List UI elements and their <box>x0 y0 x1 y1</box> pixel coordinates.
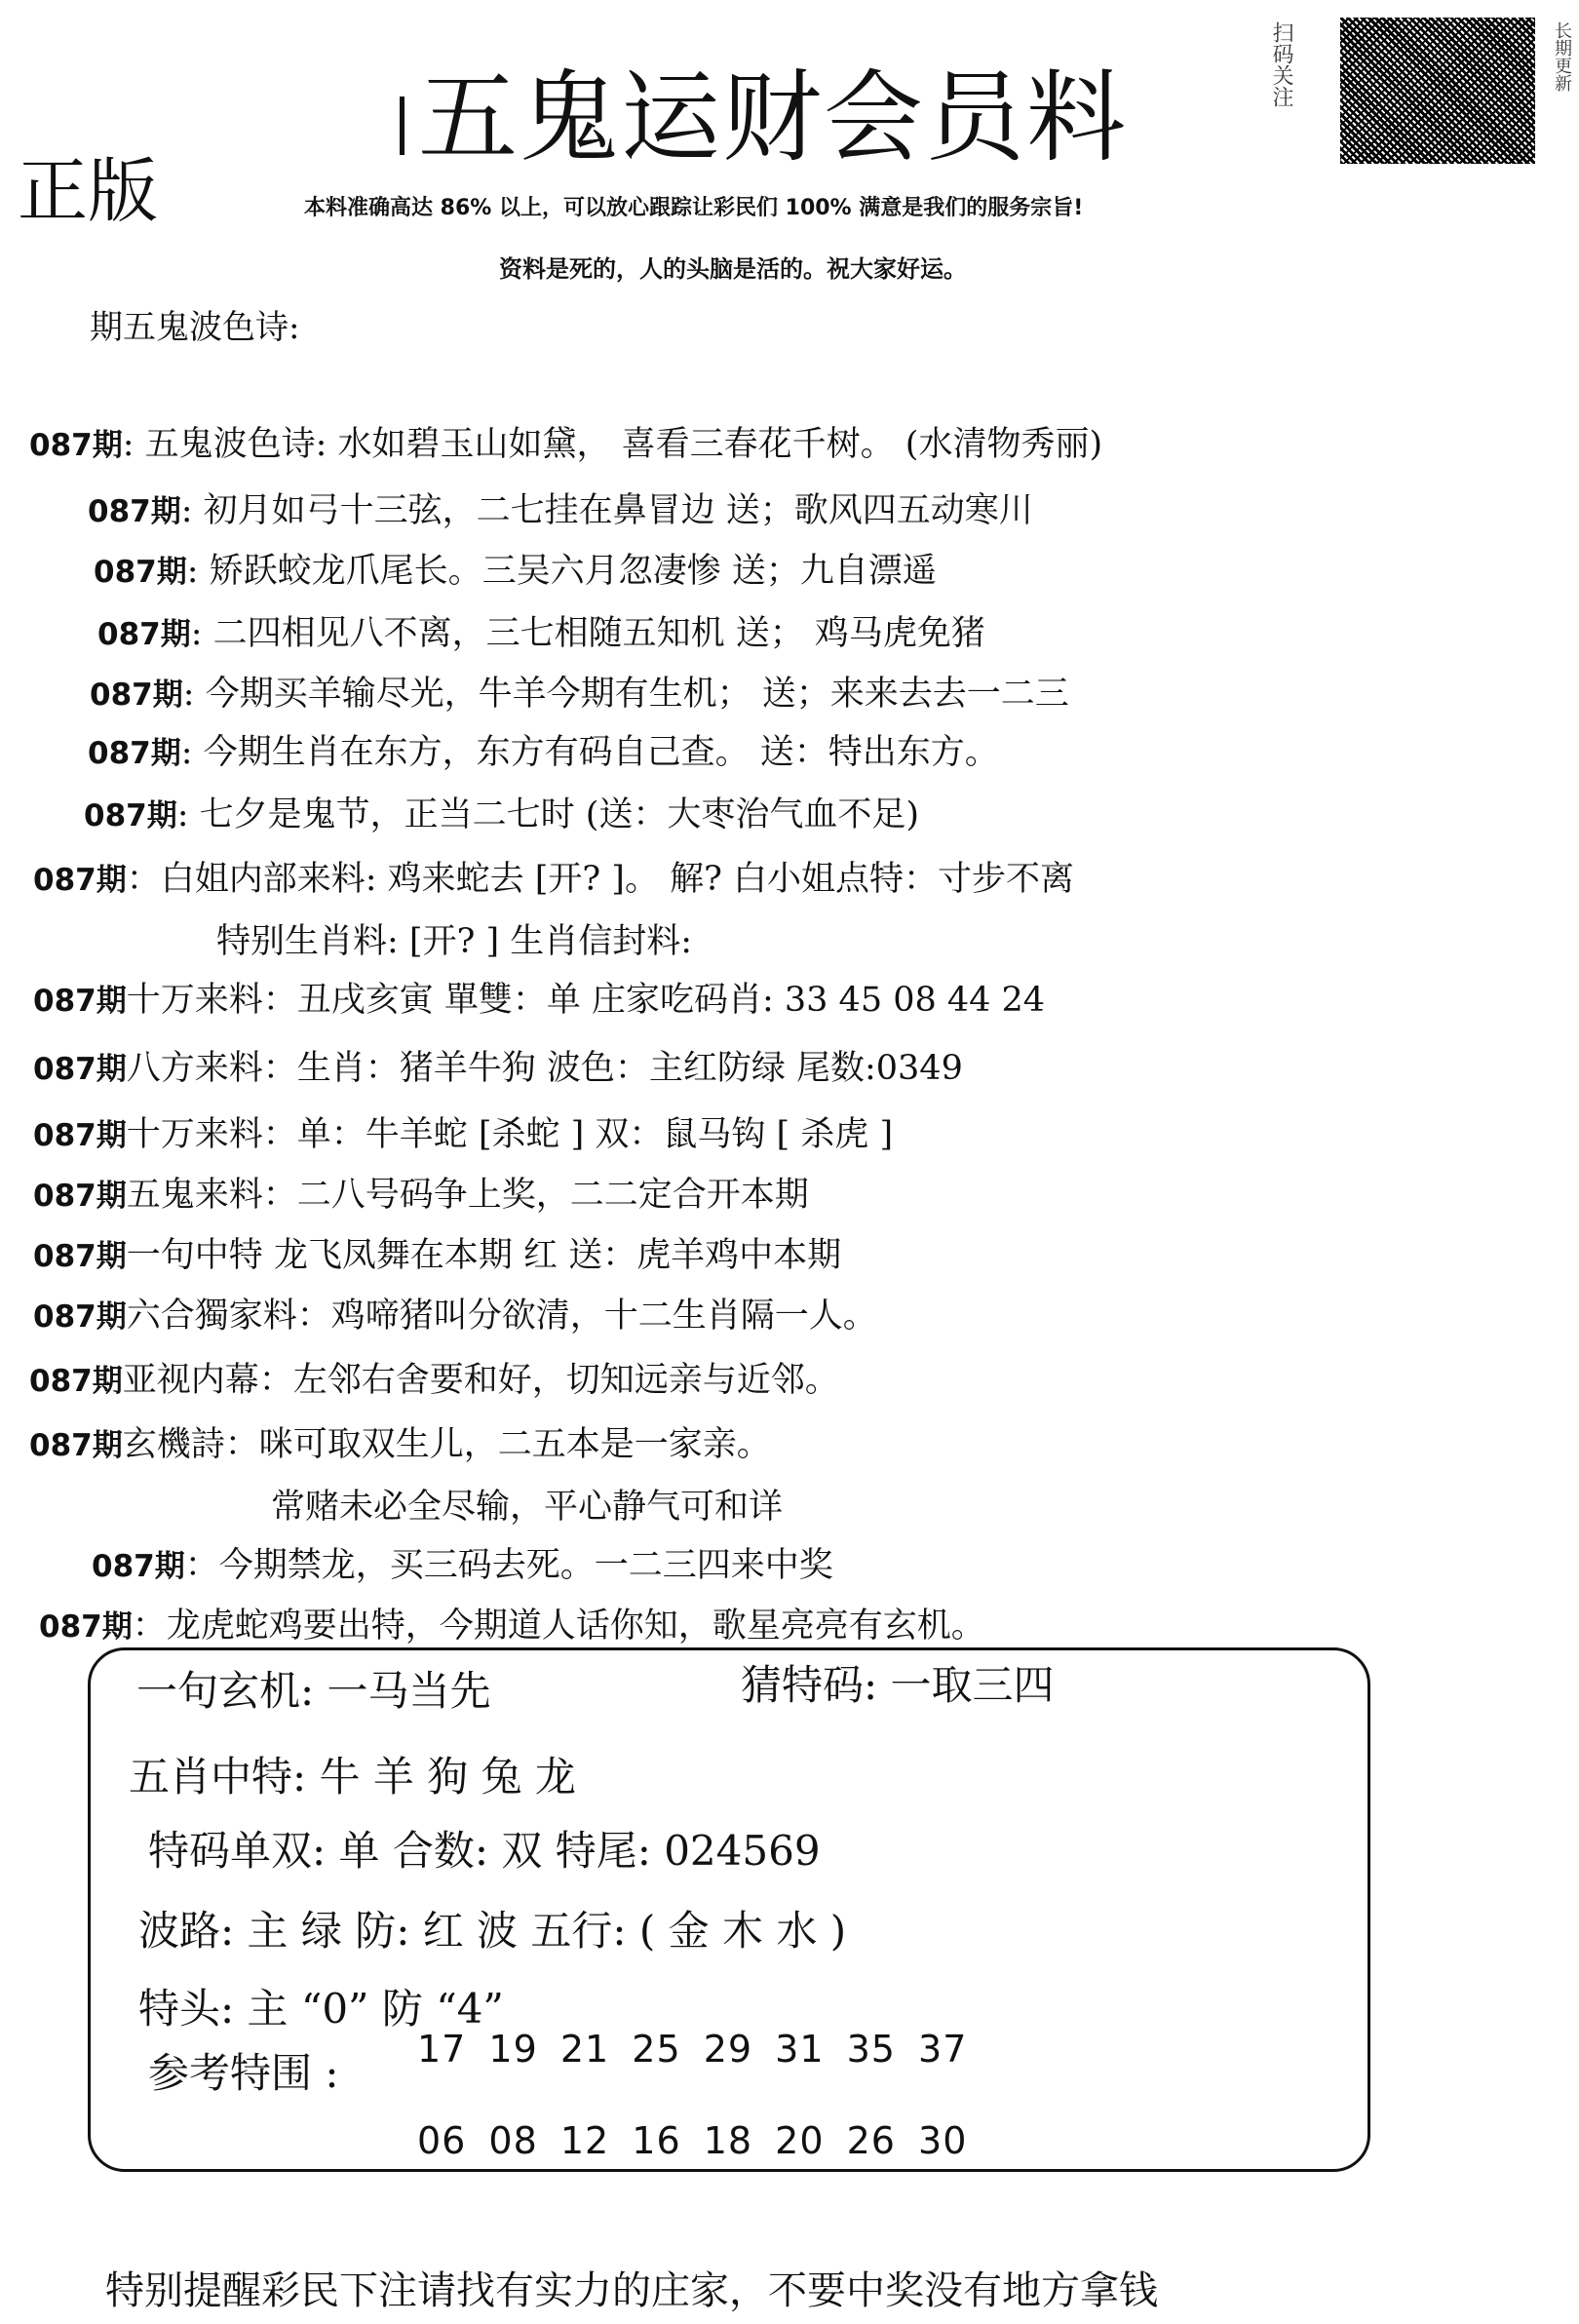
subtitle-goodluck: 资料是死的，人的头脑是活的。祝大家好运。 <box>499 255 967 283</box>
period-label: 087期 <box>33 863 127 898</box>
qr-side-text-right: 长期更新 <box>1552 21 1572 92</box>
period-label: 087期 <box>88 494 181 529</box>
line-text: 亚视内幕：左邻右舍要和好，切知远亲与近邻。 <box>122 1361 839 1400</box>
list-item <box>39 1599 985 1647</box>
line-text: 十万来料：丑戌亥寅 單雙：单 庄家吃码肖: 33 45 08 44 24 <box>126 981 1046 1020</box>
line-text: 常赌未必全尽输，平心静气可和详 <box>271 1488 784 1527</box>
line-text: 十万来料：单：牛羊蛇 [杀蛇 ] 双：鼠马钩 [ 杀虎 ] <box>126 1115 894 1154</box>
list-item <box>33 1107 893 1156</box>
xuanji-line: 一句玄机: 一马当先 <box>136 1667 491 1715</box>
bolu-line: 波路: 主 绿 防: 红 波 五行: ( 金 木 水 ) <box>138 1907 847 1955</box>
line-text: 玄機詩：咪可取双生儿，二五本是一家亲。 <box>122 1425 771 1464</box>
line-text: : 初月如弓十三弦，二七挂在鼻冒边 送；歌风四五动寒川 <box>180 491 1033 530</box>
list-item <box>33 1041 963 1090</box>
line-text: ：龙虎蛇鸡要出特，今期道人话你知，歌星亮亮有玄机。 <box>132 1607 985 1646</box>
line-text: 五鬼来料：二八号码争上奖，二二定合开本期 <box>126 1176 809 1215</box>
cankao-numbers-row1: 17 19 21 25 29 31 35 37 <box>417 2028 968 2071</box>
footer-notice: 特别提醒彩民下注请找有实力的庄家，不要中奖没有地方拿钱 <box>105 2268 1158 2313</box>
line-text: ：白姐内部来料: 鸡来蛇去 [开? ]。 解? 白小姐点特：寸步不离 <box>126 860 1074 899</box>
list-item <box>29 1353 839 1402</box>
poem-heading: 期五鬼波色诗: <box>90 308 300 347</box>
cankao-numbers-row2: 06 08 12 16 18 20 26 30 <box>417 2119 968 2162</box>
subtitle-accuracy: 本料准确高达 86% 以上，可以放心跟踪让彩民们 100% 满意是我们的服务宗旨! <box>304 196 1084 220</box>
list-item <box>33 973 1045 1022</box>
zhengban-label: 正版 <box>18 150 159 232</box>
caitema-line: 猜特码: 一取三四 <box>741 1661 1055 1709</box>
period-label: 087期 <box>39 1609 133 1645</box>
period-label: 087期 <box>29 1428 123 1463</box>
line-text: : 今期生肖在东方，东方有码自己查。 送：特出东方。 <box>180 733 999 772</box>
period-label: 087期 <box>33 1052 127 1087</box>
period-label: 087期 <box>29 428 123 463</box>
period-label: 087期 <box>33 1179 127 1214</box>
line-text: : 七夕是鬼节，正当二七时 (送：大枣治气血不足) <box>176 795 920 834</box>
line-text: : 今期买羊输尽光，牛羊今期有生机； 送；来来去去一二三 <box>182 675 1069 714</box>
qr-side-text-left: 扫码关注 <box>1269 21 1293 107</box>
list-item <box>216 914 692 963</box>
period-label: 087期 <box>33 1299 127 1335</box>
list-item <box>29 1417 771 1466</box>
line-text: : 矫跃蛟龙爪尾长。三吴六月忽凄惨 送；九自漂遥 <box>186 552 937 591</box>
period-label: 087期 <box>94 555 187 590</box>
danshuang-line: 特码单双: 单 合数: 双 特尾: 024569 <box>148 1827 821 1875</box>
list-item <box>84 788 919 836</box>
period-label: 087期 <box>84 798 177 833</box>
period-label: 087期 <box>29 1364 123 1399</box>
list-item <box>271 1480 783 1529</box>
line-text: 六合獨家料：鸡啼猪叫分欲清，十二生肖隔一人。 <box>126 1297 877 1336</box>
page-title-text: 五鬼运财会员料 <box>418 60 1128 176</box>
period-label: 087期 <box>33 984 127 1019</box>
period-label: 087期 <box>88 736 181 771</box>
list-item <box>33 852 1074 901</box>
list-item <box>33 1289 877 1337</box>
title-bar <box>400 97 404 155</box>
qr-code-image <box>1340 18 1535 164</box>
period-label: 087期 <box>97 617 191 652</box>
line-text: : 二四相见八不离，三七相随五知机 送； 鸡马虎免猪 <box>190 614 985 653</box>
period-label: 087期 <box>33 1239 127 1274</box>
line-text: 特别生肖料: [开? ] 生肖信封料: <box>216 922 693 961</box>
period-label: 087期 <box>92 1549 185 1584</box>
list-item <box>94 544 937 593</box>
line-text: : 五鬼波色诗: 水如碧玉山如黛， 喜看三春花千树。 (水清物秀丽) <box>122 425 1103 464</box>
page-title <box>400 39 1128 181</box>
list-item <box>97 606 985 655</box>
list-item <box>90 667 1069 716</box>
period-label: 087期 <box>33 1118 127 1153</box>
line-text: 一句中特 龙飞凤舞在本期 红 送：虎羊鸡中本期 <box>126 1236 842 1275</box>
period-label: 087期 <box>90 678 183 713</box>
list-item <box>92 1538 833 1587</box>
cankao-label: 参考特围 : <box>148 2049 339 2097</box>
line-text: 八方来料：生肖：猪羊牛狗 波色：主红防绿 尾数:0349 <box>126 1049 963 1088</box>
list-item <box>29 417 1102 466</box>
line-text: ：今期禁龙，买三码去死。一二三四来中奖 <box>184 1546 833 1585</box>
list-item <box>33 1228 841 1277</box>
tetou-line: 特头: 主 “0” 防 “4” <box>138 1985 504 2033</box>
list-item <box>33 1168 809 1217</box>
wuxiao-line: 五肖中特: 牛 羊 狗 兔 龙 <box>129 1753 576 1801</box>
list-item <box>88 725 999 774</box>
list-item <box>88 484 1033 532</box>
